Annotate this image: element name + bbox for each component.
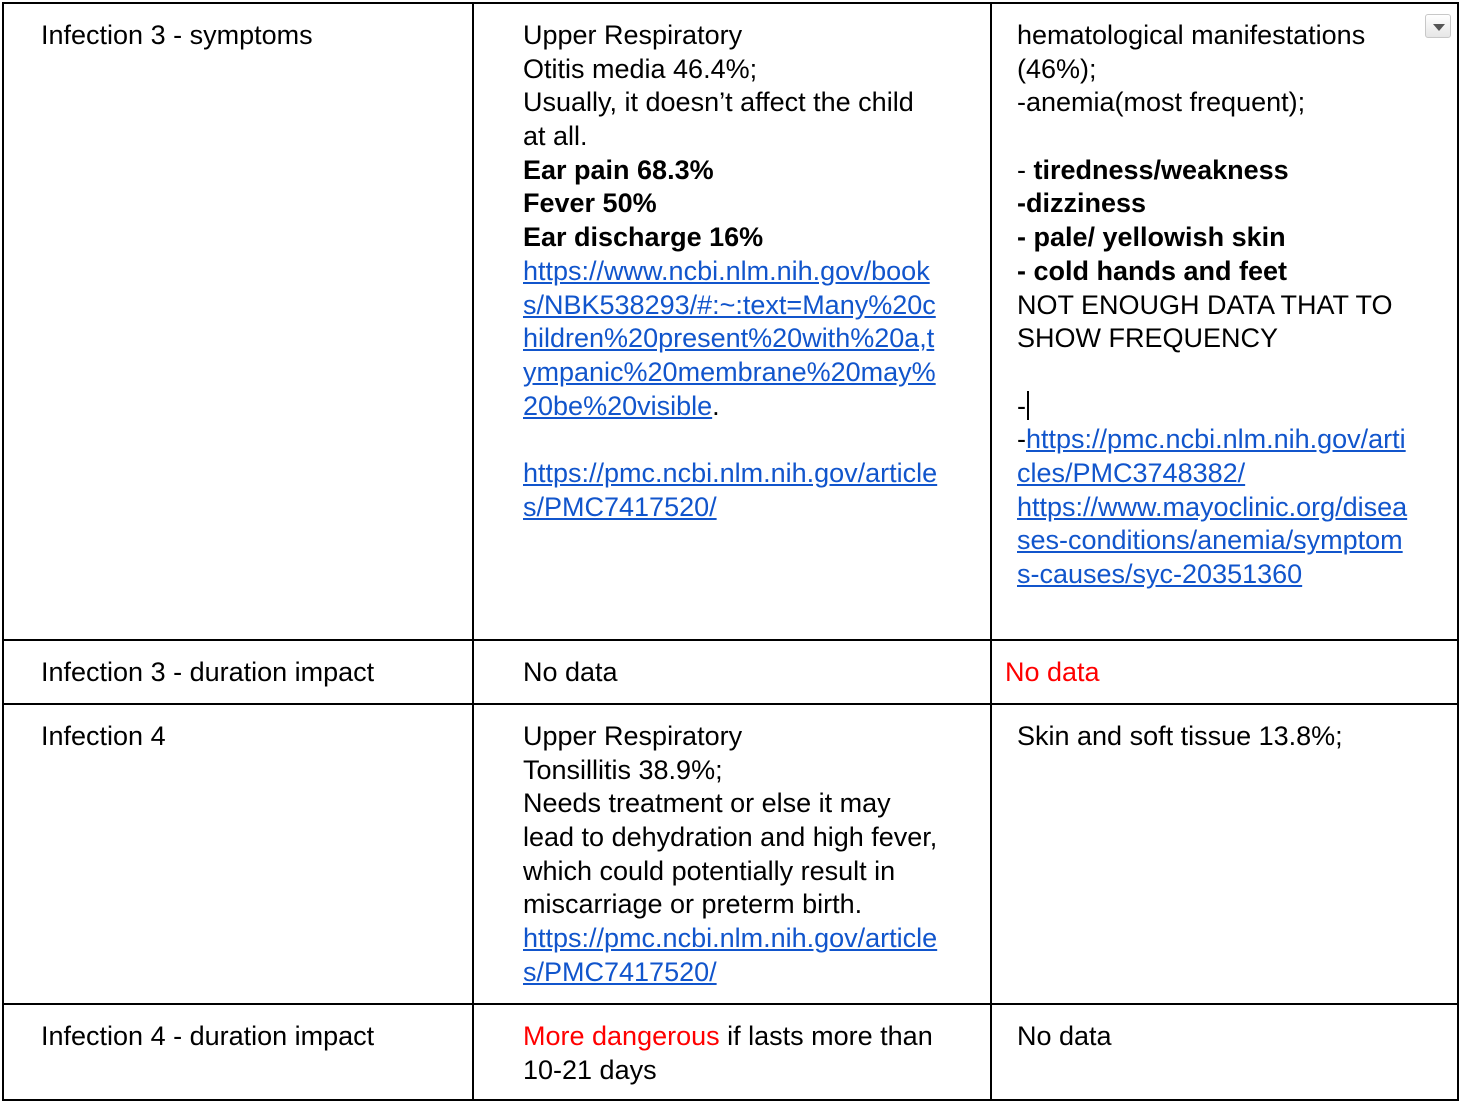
text-cursor	[1027, 391, 1029, 420]
cell-text: -	[1017, 424, 1026, 455]
cell-bold-text: Fever 50%	[523, 188, 657, 219]
table-row	[4, 641, 1459, 705]
cell-text: Skin and soft tissue 13.8%;	[1017, 721, 1343, 751]
ncbi-book-link[interactable]: s/NBK538293/#:~:text=Many%20c	[523, 289, 936, 320]
cell-bold-text: Ear pain 68.3%	[523, 154, 714, 185]
mayoclinic-link[interactable]: s-causes/syc-20351360	[1017, 559, 1303, 589]
pmc-article-link[interactable]: s/PMC7417520/	[523, 491, 717, 522]
cell-text: No data	[1017, 1021, 1112, 1051]
row-label: Infection 3 - duration impact	[41, 657, 375, 687]
cell-text: hematological manifestations	[1017, 20, 1366, 50]
table-row	[4, 705, 1459, 1005]
chevron-down-icon[interactable]	[1425, 14, 1451, 38]
pmc-article-link[interactable]: https://pmc.ncbi.nlm.nih.gov/article	[523, 923, 938, 954]
row-label: Infection 4 - duration impact	[41, 1021, 375, 1051]
table-cell[interactable]	[474, 4, 992, 639]
cell-text: -anemia(most frequent);	[1017, 87, 1306, 118]
ncbi-book-link[interactable]: ympanic%20membrane%20may%	[523, 356, 936, 387]
table-row	[4, 4, 1459, 641]
ncbi-book-link[interactable]: hildren%20present%20with%20a,t	[523, 323, 935, 354]
cell-text: Tonsillitis 38.9%;	[523, 754, 723, 785]
table-cell[interactable]	[992, 705, 1459, 1003]
ncbi-book-link[interactable]: 20be%20visible	[523, 390, 713, 421]
cell-text: if lasts more than	[719, 1021, 933, 1051]
cell-bold-text: Ear discharge 16%	[523, 222, 764, 253]
row-label-cell[interactable]	[4, 705, 474, 1003]
cell-alert-text: No data	[1005, 657, 1100, 687]
table-cell[interactable]	[474, 705, 992, 1003]
pmc-article-link[interactable]: https://pmc.ncbi.nlm.nih.gov/article	[523, 457, 938, 488]
cell-text: Usually, it doesn’t affect the child	[523, 87, 914, 118]
table-cell[interactable]	[992, 1005, 1459, 1099]
cell-text: NOT ENOUGH DATA THAT TO	[1017, 289, 1393, 320]
cell-bold-text: - cold hands and feet	[1017, 255, 1288, 286]
cell-text: -	[1017, 154, 1034, 185]
cell-text: -	[1017, 390, 1026, 421]
table-cell[interactable]	[992, 4, 1459, 639]
mayoclinic-link[interactable]: ses-conditions/anemia/symptom	[1017, 525, 1403, 556]
pmc-article-link[interactable]: cles/PMC3748382/	[1017, 457, 1246, 488]
cell-bold-text: - pale/ yellowish skin	[1017, 222, 1286, 253]
row-label-cell[interactable]	[4, 4, 474, 639]
cell-text: SHOW FREQUENCY	[1017, 323, 1279, 354]
table-cell[interactable]	[474, 1005, 992, 1099]
table-cell[interactable]	[474, 641, 992, 703]
cell-text: .	[712, 390, 720, 421]
cell-text: lead to dehydration and high fever,	[523, 822, 938, 853]
row-label-cell[interactable]	[4, 1005, 474, 1099]
cell-text: No data	[523, 657, 618, 687]
cell-text: which could potentially result in	[523, 855, 896, 886]
cell-text: at all.	[523, 121, 588, 152]
row-label: Infection 4	[41, 721, 166, 751]
table-row	[4, 1005, 1459, 1101]
cell-text: Upper Respiratory	[523, 20, 743, 50]
cell-bold-text: -dizziness	[1017, 188, 1147, 219]
pmc-article-link[interactable]: s/PMC7417520/	[523, 956, 717, 987]
cell-text: Otitis media 46.4%;	[523, 53, 758, 84]
table-cell[interactable]	[992, 641, 1459, 703]
cell-alert-text: More dangerous	[523, 1021, 720, 1051]
cell-text: (46%);	[1017, 53, 1097, 84]
row-label: Infection 3 - symptoms	[41, 20, 313, 50]
pmc-article-link[interactable]: https://pmc.ncbi.nlm.nih.gov/arti	[1026, 424, 1406, 455]
ncbi-book-link[interactable]: https://www.ncbi.nlm.nih.gov/book	[523, 255, 930, 286]
cell-text: Upper Respiratory	[523, 721, 743, 751]
cell-bold-text: tiredness/weakness	[1033, 154, 1289, 185]
data-table	[2, 2, 1459, 1101]
cell-text: miscarriage or preterm birth.	[523, 889, 863, 920]
cell-text: 10-21 days	[523, 1054, 657, 1085]
cell-text: Needs treatment or else it may	[523, 788, 891, 819]
row-label-cell[interactable]	[4, 641, 474, 703]
mayoclinic-link[interactable]: https://www.mayoclinic.org/disea	[1017, 491, 1408, 522]
